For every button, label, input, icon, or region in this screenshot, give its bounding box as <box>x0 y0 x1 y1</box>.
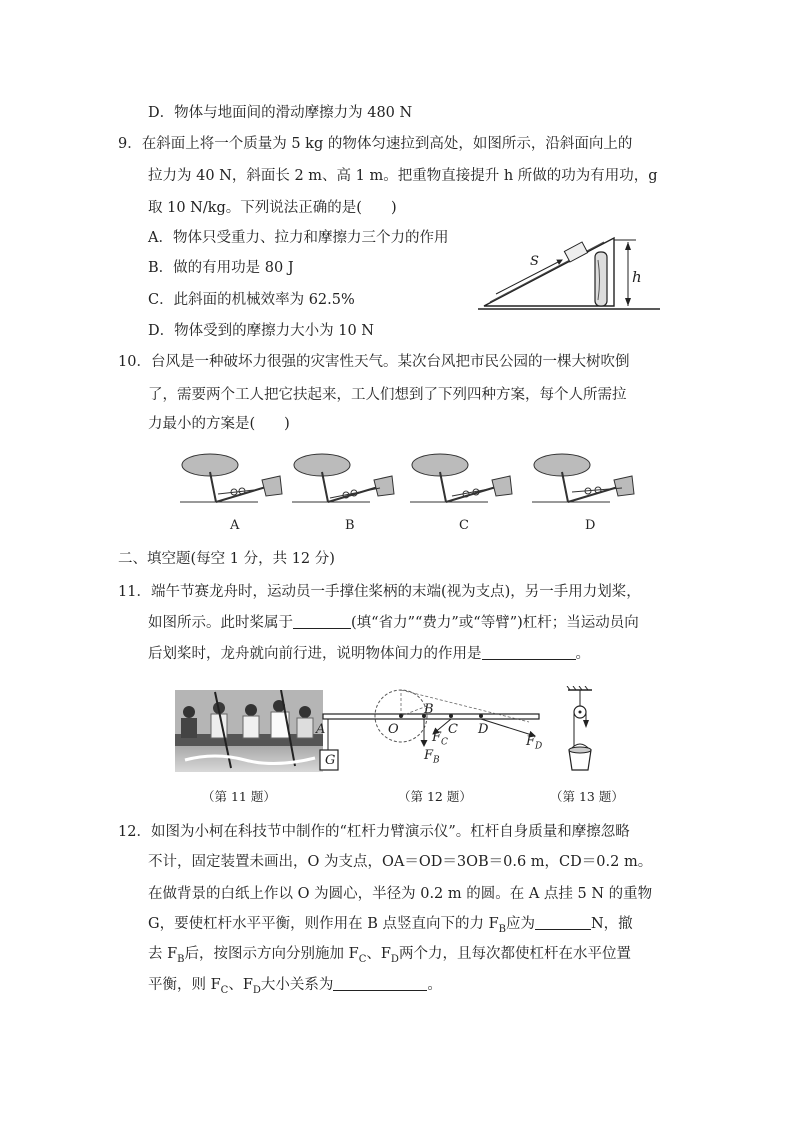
q11-line2-a: 如图所示。此时桨属于 <box>148 615 293 631</box>
tree-scheme-d <box>530 450 638 510</box>
scheme-label-a: A <box>230 518 240 533</box>
q12-line4-c: N，撤 <box>590 916 633 932</box>
fc-symbol: F <box>432 730 442 745</box>
pulley-diagram <box>560 686 600 778</box>
q12-line3: 在做背景的白纸上作以 O 为圆心，半径为 0.2 m 的圆。在 A 点挂 5 N 的重物 <box>148 886 653 902</box>
lever-label-o: O <box>388 722 399 737</box>
q10-line1: 10．台风是一种破坏力很强的灾害性天气。某次台风把市民公园的一棵大树吹倒 <box>118 354 630 370</box>
answer-blank-fb-value[interactable] <box>535 915 591 930</box>
q12-line4-sub: B <box>498 923 506 935</box>
caption-q12: （第 12 题） <box>398 789 472 804</box>
answer-blank-force-interaction[interactable] <box>482 645 576 660</box>
lever-label-c: C <box>448 722 458 737</box>
q10-line2: 了，需要两个工人把它扶起来，工人们想到了下列四种方案，每个人所需拉 <box>148 387 627 403</box>
fb-subscript: B <box>433 755 440 766</box>
q11-line3 <box>148 644 590 664</box>
lever-label-fb <box>424 748 440 766</box>
q12-line6-a: 平衡，则 F <box>148 977 221 993</box>
caption-q11: （第 11 题） <box>202 789 276 804</box>
q11-line3-b: 。 <box>575 646 590 662</box>
q11-line2 <box>148 613 639 633</box>
tree-scheme-b <box>290 450 398 510</box>
q12-line6 <box>148 975 442 1001</box>
fc-subscript: C <box>441 737 448 748</box>
q9-option-b: B．做的有用功是 80 J <box>148 260 294 276</box>
lever-label-g: G <box>325 753 336 768</box>
fb-symbol: F <box>424 748 434 763</box>
q12-line6-c: 大小关系为 <box>260 977 334 993</box>
incline-label-h: h <box>632 268 642 286</box>
fd-symbol: F <box>526 734 536 749</box>
incline-label-s: S <box>530 254 539 269</box>
lever-label-a: A <box>316 722 326 737</box>
q12-line5-sub2: C <box>358 953 367 965</box>
q12-line5-d: 两个力，且每次都使杠杆在水平位置 <box>398 946 631 962</box>
lever-label-d: D <box>478 722 489 737</box>
q9-line3: 取 10 N/kg。下列说法正确的是( ) <box>148 200 397 216</box>
q11-line3-a: 后划桨时，龙舟就向前行进，说明物体间力的作用是 <box>148 646 482 662</box>
q11-line1: 11．端午节赛龙舟时，运动员一手撑住桨柄的末端(视为支点)，另一手用力划桨， <box>118 584 641 600</box>
scheme-label-c: C <box>459 518 469 533</box>
q12-line4-a: G，要使杠杆水平平衡，则作用在 B 点竖直向下的力 F <box>148 916 499 932</box>
q12-line6-b: 、F <box>228 977 253 993</box>
tree-scheme-a <box>178 450 286 510</box>
section-title: 二、填空题(每空 1 分，共 12 分) <box>118 551 335 567</box>
q12-line1: 12．如图为小柯在科技节中制作的“杠杆力臂演示仪”。杠杆自身质量和摩擦忽略 <box>118 824 630 840</box>
q12-line4 <box>148 914 633 940</box>
scheme-label-d: D <box>585 518 596 533</box>
q12-line5-c: 、F <box>366 946 391 962</box>
q11-line2-b: (填“省力”“费力”或“等臂”)杠杆；当运动员向 <box>351 615 639 631</box>
q12-line5-a: 去 F <box>148 946 178 962</box>
q12-line6-d: 。 <box>427 977 442 993</box>
lever-label-b: B <box>424 702 434 717</box>
lever-label-fc <box>432 730 448 748</box>
dragon-boat-photo <box>175 690 326 772</box>
q12-line5-b: 后，按图示方向分别施加 F <box>184 946 359 962</box>
fd-subscript: D <box>535 741 543 752</box>
q12-line5 <box>148 944 631 970</box>
q9-line1: 9．在斜面上将一个质量为 5 kg 的物体匀速拉到高处，如图所示，沿斜面向上的 <box>118 136 633 152</box>
q8-option-d: D．物体与地面间的滑动摩擦力为 480 N <box>148 105 413 121</box>
q9-line2: 拉力为 40 N，斜面长 2 m、高 1 m。把重物直接提升 h 所做的功为有用功，g <box>148 168 658 184</box>
q10-line3: 力最小的方案是( ) <box>148 416 290 432</box>
answer-blank-force-relation[interactable] <box>333 976 427 991</box>
tree-scheme-c <box>408 450 516 510</box>
q12-line6-sub1: C <box>220 984 229 996</box>
q9-option-a: A．物体只受重力、拉力和摩擦力三个力的作用 <box>148 230 449 246</box>
caption-q13: （第 13 题） <box>550 789 624 804</box>
lever-label-fd <box>526 734 542 752</box>
scheme-label-b: B <box>345 518 355 533</box>
q9-option-c: C．此斜面的机械效率为 62.5% <box>148 292 355 308</box>
q12-line4-b: 应为 <box>505 916 535 932</box>
answer-blank-lever-type[interactable] <box>293 614 351 629</box>
q9-option-d: D．物体受到的摩擦力大小为 10 N <box>148 323 374 339</box>
q12-line5-sub3: D <box>390 953 399 965</box>
q12-line6-sub2: D <box>252 984 261 996</box>
q12-line5-sub1: B <box>177 953 185 965</box>
q12-line2: 不计，固定装置未画出，O 为支点，OA＝OD＝3OB＝0.6 m，CD＝0.2 m。 <box>148 854 653 870</box>
